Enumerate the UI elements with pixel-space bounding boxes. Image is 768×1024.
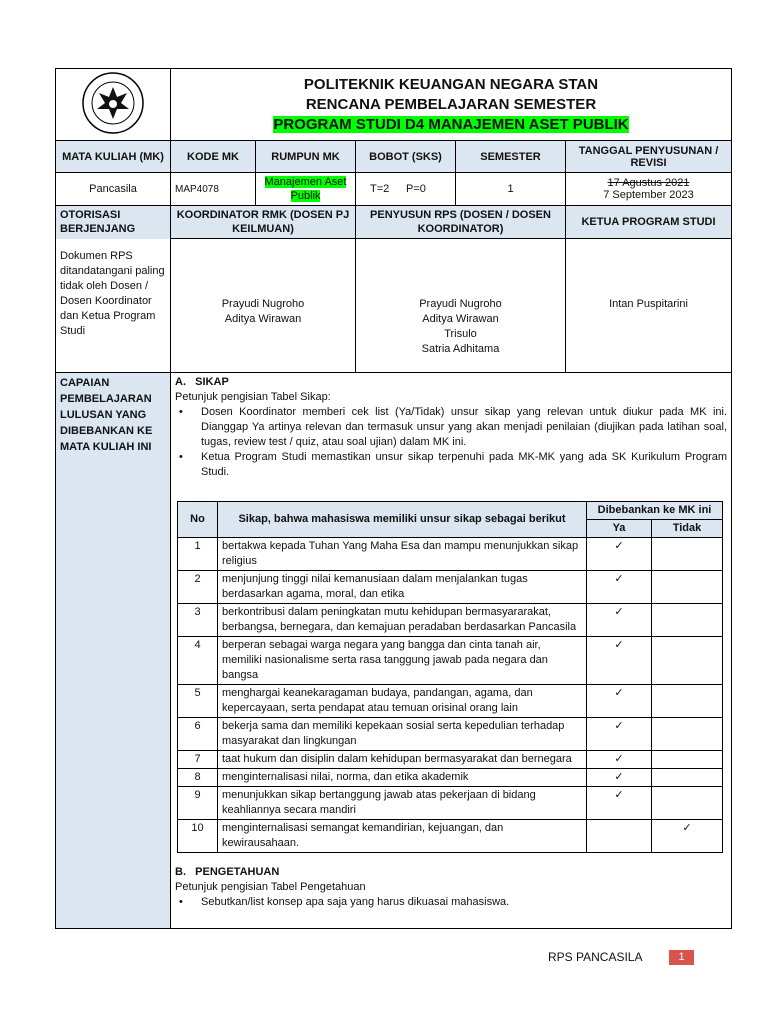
kode-header: KODE MK (171, 141, 256, 173)
koordinator-names (171, 239, 356, 373)
sikap-row-ya: ✓ (587, 751, 652, 769)
penyusun-name-3: Trisulo (444, 328, 477, 340)
sikap-row-ya: ✓ (587, 685, 652, 718)
ketua-names (566, 239, 732, 373)
sikap-row-tidak: ✓ (652, 820, 723, 853)
institution-name: POLITEKNIK KEUANGAN NEGARA STAN (303, 75, 599, 93)
document-title: RENCANA PEMBELAJARAN SEMESTER (305, 95, 597, 113)
sikap-row (178, 718, 723, 751)
penyusun-names (356, 239, 566, 373)
penyusun-header: PENYUSUN RPS (DOSEN / DOSEN KOORDINATOR) (356, 206, 566, 239)
sikap-row (178, 751, 723, 769)
page-number: 1 (669, 950, 694, 965)
sikap-row (178, 820, 723, 853)
penyusun-name-4: Satria Adhitama (421, 343, 500, 355)
otorisasi-cell (56, 206, 171, 373)
sikap-bullets (175, 405, 727, 480)
sikap-row-text: menjunjung tinggi nilai kemanusiaan dalam menjalankan tugas berdasarkan agama, moral, dan etika (218, 571, 587, 604)
course-code: MAP4078 (171, 173, 256, 206)
bobot-header: BOBOT (SKS) (356, 141, 456, 173)
sikap-bullet-1: • Dosen Koordinator memberi cek list (Ya/Tidak) unsur sikap yang relevan untuk diukur pada MK ini. Dianggap Ya artinya relevan dan termasuk unsur yang akan menjadi penilaian (diujikan pada latihan soal, tugas, review test / quiz, atau soal ujian) dalam MK ini. (175, 405, 727, 450)
bobot-p: P=0 (406, 183, 426, 195)
sikap-row (178, 685, 723, 718)
program-name: PROGRAM STUDI D4 MANAJEMEN ASET PUBLIK (273, 115, 629, 133)
sikap-intro: Petunjuk pengisian Tabel Sikap: (175, 391, 331, 403)
sikap-row-tidak (652, 751, 723, 769)
th-dibebankan: Dibebankan ke MK ini (587, 502, 723, 520)
rps-document (55, 68, 731, 929)
sikap-row-tidak (652, 787, 723, 820)
semester-header: SEMESTER (456, 141, 566, 173)
sikap-row-no: 1 (178, 538, 218, 571)
sikap-row-no: 9 (178, 787, 218, 820)
sikap-table (177, 501, 723, 853)
sikap-row-ya: ✓ (587, 604, 652, 637)
sikap-row-no: 4 (178, 637, 218, 685)
bobot-t: T=2 (370, 183, 390, 195)
sikap-row-tidak (652, 571, 723, 604)
date-old: 17 Agustus 2021 (607, 177, 690, 189)
mk-header: MATA KULIAH (MK) (56, 141, 171, 173)
course-semester: 1 (456, 173, 566, 206)
sikap-row (178, 571, 723, 604)
tanggal-cell (566, 173, 732, 206)
sikap-row-text: bertakwa kepada Tuhan Yang Maha Esa dan mampu menunjukkan sikap religius (218, 538, 587, 571)
sikap-row-no: 2 (178, 571, 218, 604)
sikap-row-no: 8 (178, 769, 218, 787)
sikap-row (178, 538, 723, 571)
capaian-content (171, 373, 732, 929)
sikap-row-no: 7 (178, 751, 218, 769)
sikap-row-text: bekerja sama dan memiliki kepekaan sosial serta kepedulian terhadap masyarakat dan lingkungan (218, 718, 587, 751)
tanggal-header: TANGGAL PENYUSUNAN / REVISI (566, 141, 732, 173)
sikap-row (178, 637, 723, 685)
sikap-row-ya: ✓ (587, 718, 652, 751)
logo-cell (56, 69, 171, 141)
sikap-row-ya: ✓ (587, 787, 652, 820)
pengetahuan-intro: Petunjuk pengisian Tabel Pengetahuan (175, 881, 366, 893)
sikap-row-text: menunjukkan sikap bertanggung jawab atas pekerjaan di bidang keahliannya secara mandiri (218, 787, 587, 820)
sikap-row-text: berperan sebagai warga negara yang bangga dan cinta tanah air, memiliki nasionalisme serta rasa tanggung jawab pada negara dan bangsa (218, 637, 587, 685)
sikap-row-tidak (652, 604, 723, 637)
koordinator-name-1: Prayudi Nugroho (221, 298, 305, 310)
sikap-row-text: menghargai keanekaragaman budaya, pandangan, agama, dan kepercayaan, serta pendapat atau temuan orisinal orang lain (218, 685, 587, 718)
pengetahuan-title: B. PENGETAHUAN (175, 866, 280, 878)
penyusun-name-2: Aditya Wirawan (422, 313, 499, 325)
ketua-header: KETUA PROGRAM STUDI (566, 206, 732, 239)
sikap-row (178, 769, 723, 787)
ketua-name-1: Intan Puspitarini (609, 298, 688, 310)
th-tidak: Tidak (652, 520, 723, 538)
penyusun-name-1: Prayudi Nugroho (419, 298, 502, 310)
sikap-row-ya: ✓ (587, 769, 652, 787)
rps-table (55, 68, 732, 929)
koordinator-header: KOORDINATOR RMK (DOSEN PJ KEILMUAN) (171, 206, 356, 239)
otorisasi-label: OTORISASI BERJENJANG (56, 206, 170, 239)
sikap-row-text: menginternalisasi nilai, norma, dan etika akademik (218, 769, 587, 787)
sikap-row-no: 10 (178, 820, 218, 853)
bobot-cell (356, 173, 456, 206)
sikap-bullet-2: • Ketua Program Studi memastikan unsur sikap terpenuhi pada MK-MK yang ada SK Kurikulum Program Studi. (175, 450, 727, 480)
footer-label: RPS PANCASILA (548, 950, 643, 964)
sikap-row-no: 5 (178, 685, 218, 718)
otorisasi-note: Dokumen RPS ditandatangani paling tidak oleh Dosen / Dosen Koordinator dan Ketua Program Studi (60, 250, 165, 337)
sikap-row-tidak (652, 685, 723, 718)
course-name: Pancasila (56, 173, 171, 206)
sikap-row-ya: ✓ (587, 571, 652, 604)
sikap-row-text: menginternalisasi semangat kemandirian, kejuangan, dan kewirausahaan. (218, 820, 587, 853)
sikap-row-text: berkontribusi dalam peningkatan mutu kehidupan bermasyararakat, berbangsa, bernegara, dan kemajuan peradaban berdasarkan Pancasila (218, 604, 587, 637)
sikap-row-tidak (652, 538, 723, 571)
capaian-label: CAPAIAN PEMBELAJARAN LULUSAN YANG DIBEBANKAN KE MATA KULIAH INI (56, 373, 171, 929)
th-no: No (178, 502, 218, 538)
th-ya: Ya (587, 520, 652, 538)
sikap-row-ya: ✓ (587, 637, 652, 685)
sikap-row-tidak (652, 769, 723, 787)
rumpun-header: RUMPUN MK (256, 141, 356, 173)
sikap-row (178, 787, 723, 820)
sikap-row-tidak (652, 718, 723, 751)
sikap-row-tidak (652, 637, 723, 685)
pengetahuan-bullets (175, 895, 727, 910)
date-new: 7 September 2023 (603, 189, 694, 201)
sikap-row-no: 6 (178, 718, 218, 751)
sikap-title: A. SIKAP (175, 376, 229, 388)
th-desc: Sikap, bahwa mahasiswa memiliki unsur sikap sebagai berikut (218, 502, 587, 538)
institution-logo (81, 71, 145, 135)
sikap-row-ya (587, 820, 652, 853)
sikap-row-text: taat hukum dan disiplin dalam kehidupan bermasyarakat dan bernegara (218, 751, 587, 769)
koordinator-name-2: Aditya Wirawan (224, 313, 302, 325)
sikap-row-ya: ✓ (587, 538, 652, 571)
sikap-row-no: 3 (178, 604, 218, 637)
course-rumpun: Manajemen Aset Publik (264, 176, 347, 202)
header-title-cell (171, 69, 732, 141)
sikap-row (178, 604, 723, 637)
pengetahuan-bullet-1: • Sebutkan/list konsep apa saja yang harus dikuasai mahasiswa. (175, 895, 727, 910)
